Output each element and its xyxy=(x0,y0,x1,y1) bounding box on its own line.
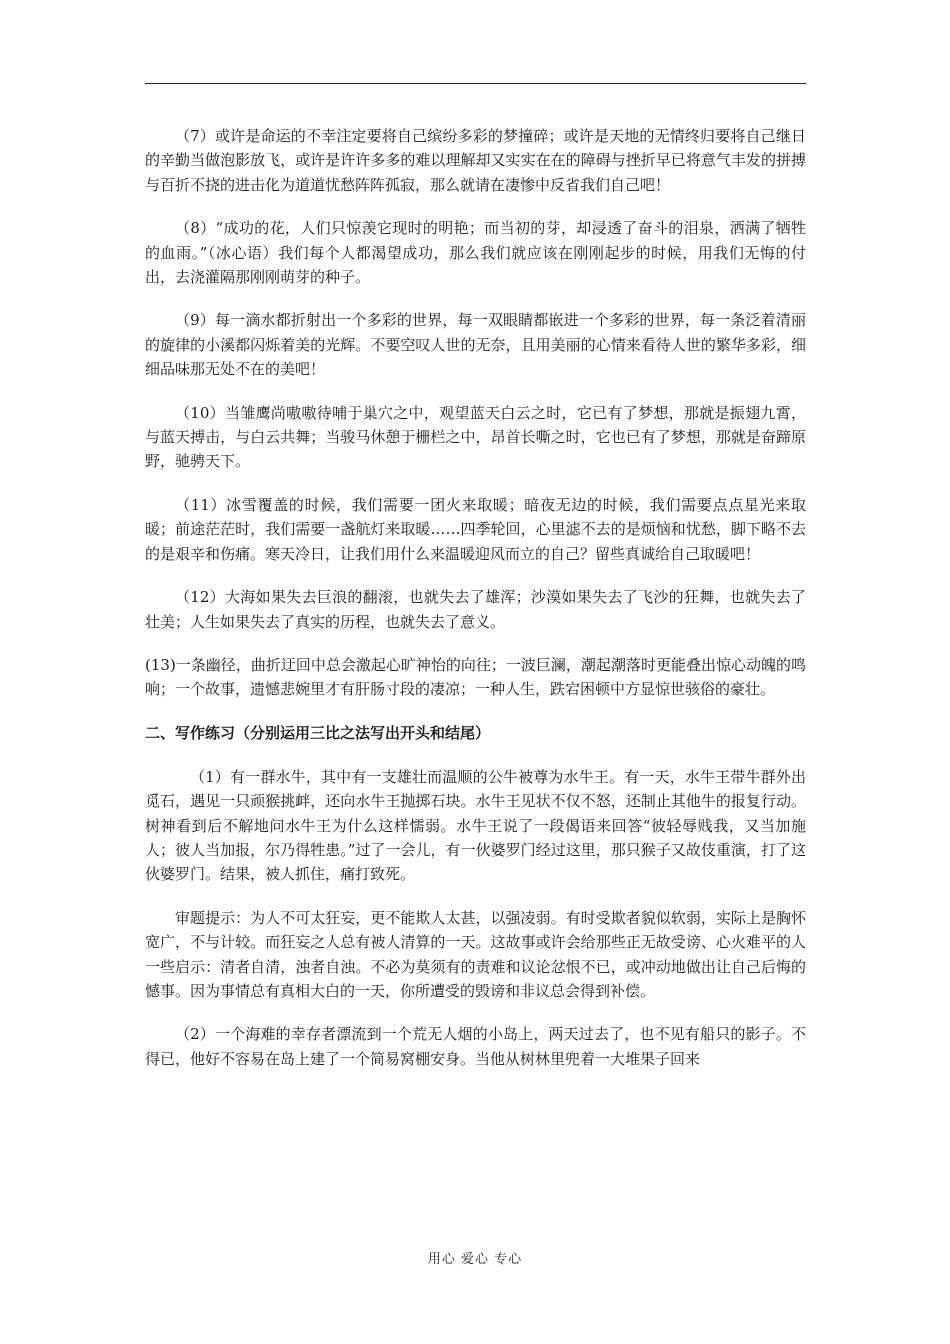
paragraph-13: (13)一条幽径，曲折迂回中总会激起心旷神怡的向往；一波巨澜，潮起潮落时更能叠出惊心动魄的鸣响；一个故事，遗憾悲婉里才有肝肠寸段的凄凉；一种人生，跌宕困顿中方显惊世骇俗的豪壮。 xyxy=(145,655,806,699)
paragraph-10: （10）当雏鹰尚嗷嗷待哺于巢穴之中，观望蓝天白云之时，它已有了梦想，那就是振翅九霄，与蓝天搏击，与白云共舞；当骏马休憩于栅栏之中，昂首长嘶之时，它也已有了梦想，那就是奋蹄原野，驰骋天下。 xyxy=(145,403,806,471)
document-body xyxy=(145,124,806,1090)
paragraph-9: （9）每一滴水都折射出一个多彩的世界，每一双眼睛都嵌进一个多彩的世界，每一条泛着清丽的旋律的小溪都闪烁着美的光辉。不要空叹人世的无奈，且用美丽的心情来看待人世的繁华多彩，细细品味那无处不在的美吧！ xyxy=(145,311,806,379)
page-footer: 用心 爱心 专心 xyxy=(427,1252,523,1267)
exercise-2: （2）一个海难的幸存者漂流到一个荒无人烟的小岛上，两天过去了，也不见有船只的影子。不得已，他好不容易在岛上建了一个简易窝棚安身。当他从树林里兜着一大堆果子回来 xyxy=(145,1025,806,1068)
exercise-hint: 审题提示：为人不可太狂妄，更不能欺人太甚，以强凌弱。有时受欺者貌似软弱，实际上是胸怀宽广，不与计较。而狂妄之人总有被人清算的一天。这故事或许会给那些正无故受谤、心火难平的人一些启示：清者自清，浊者自浊。不必为莫须有的责难和议论忿恨不已，或冲动地做出让自己后悔的憾事。因为事情总有真相大白的一天，你所遭受的毁谤和非议总会得到补偿。 xyxy=(145,908,806,1000)
paragraph-12: （12）大海如果失去巨浪的翻滚，也就失去了雄浑；沙漠如果失去了飞沙的狂舞，也就失去了壮美；人生如果失去了真实的历程，也就失去了意义。 xyxy=(145,588,806,631)
paragraph-8: （8）“成功的花，人们只惊羡它现时的明艳；而当初的芽，却浸透了奋斗的泪泉，洒满了牺牲的血雨。”（冰心语）我们每个人都渴望成功，那么我们就应该在刚刚起步的时候，用我们无悔的付出，去浇灌隔那刚刚萌芽的种子。 xyxy=(145,219,806,287)
header-rule xyxy=(145,83,806,84)
paragraph-11: （11）冰雪覆盖的时候，我们需要一团火来取暖；暗夜无边的时候，我们需要点点星光来取暖；前途茫茫时，我们需要一盏航灯来取暖……四季轮回，心里滤不去的是烦恼和忧愁，脚下略不去的是艰辛和伤痛。寒天冷日，让我们用什么来温暖迎风而立的自己？留些真诚给自己取暖吧！ xyxy=(145,495,806,563)
paragraph-7: （7）或许是命运的不幸注定要将自己缤纷多彩的梦撞碎；或许是天地的无情终归要将自己继日的辛勤当做泡影放飞，或许是许许多多的难以理解却又实实在在的障碍与挫折早已将意气丰发的拼搏与百折不挠的进击化为道道忧愁阵阵孤寂，那么就请在凄惨中反省我们自己吧！ xyxy=(145,127,806,194)
exercise-1: （1）有一群水牛，其中有一支雄壮而温顺的公牛被尊为水牛王。有一天，水牛王带牛群外出觅石，遇见一只顽猴挑衅，还向水牛王抛掷石块。水牛王见状不仅不怒，还制止其他牛的报复行动。树神看到后不解地问水牛王为什么这样懦弱。水牛王说了一段偈语来回答“彼轻辱贱我，又当加施人；彼人当加报，尔乃得牲患。”过了一会儿，有一伙婆罗门经过这里，那只猴子又故伎重演，打了这伙婆罗门。结果，被人抓住，痛打致死。 xyxy=(145,767,806,884)
section-heading: 二、写作练习（分别运用三比之法写出开头和结尾） xyxy=(145,723,491,742)
